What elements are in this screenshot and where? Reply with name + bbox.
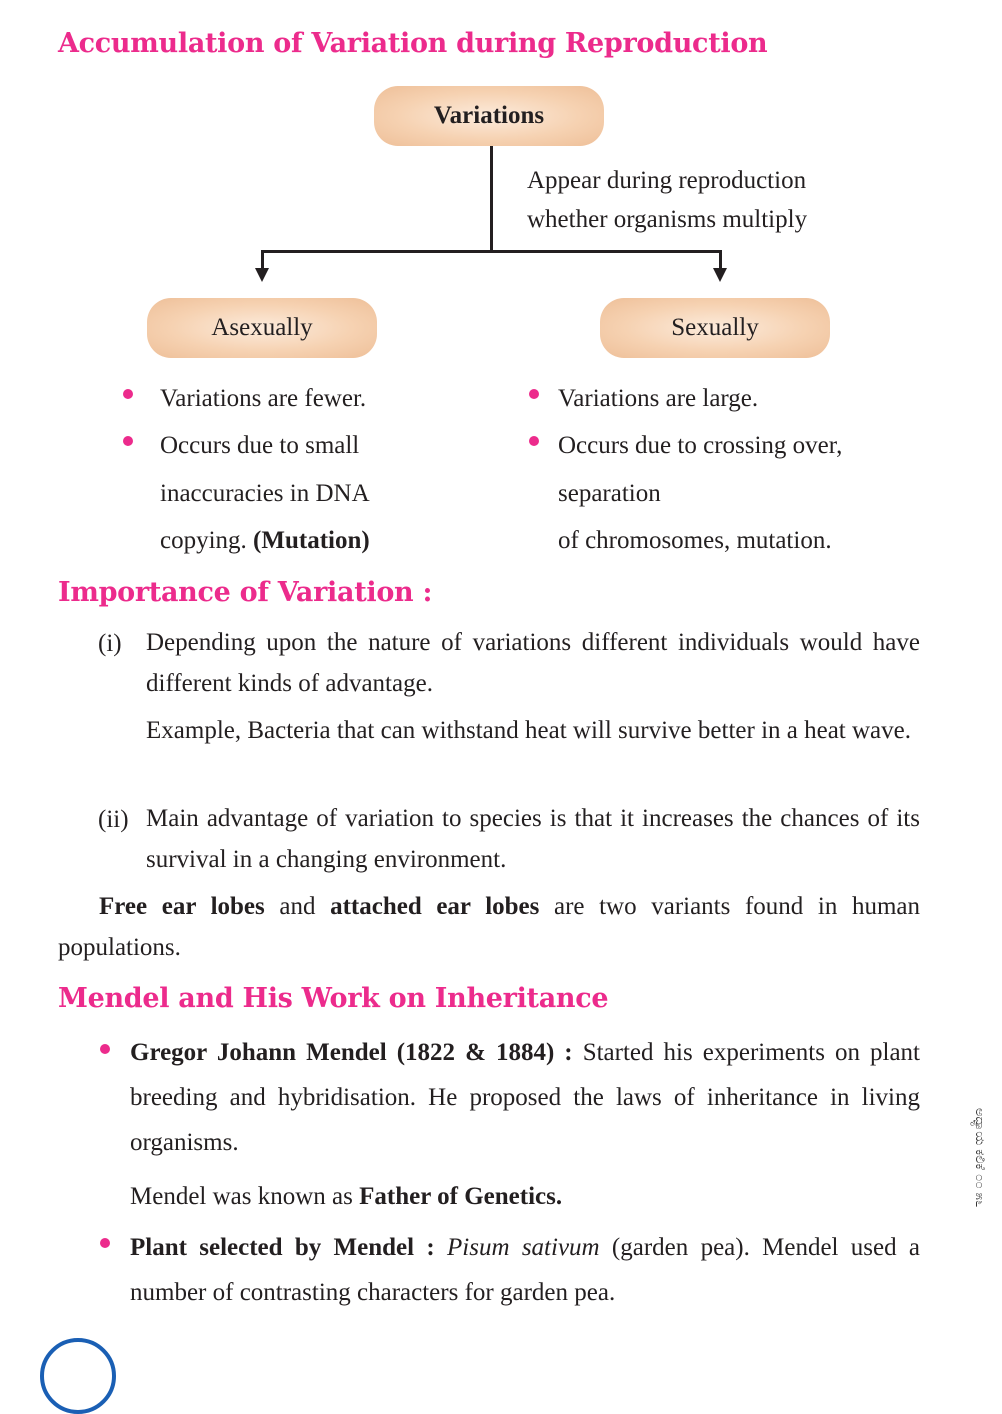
list-marker-ii: (ii): [98, 806, 129, 833]
publisher-logo-icon: [40, 1338, 116, 1414]
attached-ear-lobes: attached ear lobes: [330, 893, 540, 920]
diagram-right-drop: [719, 250, 722, 270]
diagram-root-variations: [374, 86, 604, 146]
importance-item-1-text: Depending upon the nature of variations different individuals would have different kinds of advantage.: [146, 629, 920, 697]
father-of-genetics: Father of Genetics.: [359, 1183, 563, 1210]
plant-selected-label: Plant selected by Mendel :: [130, 1234, 435, 1261]
mendel-father-note: [130, 1184, 562, 1209]
diagram-left-drop: [261, 250, 264, 270]
diagram-trunk-line: [490, 146, 493, 252]
mendel-name-dates: Gregor Johann Mendel (1822 & 1884) :: [130, 1039, 573, 1066]
sexual-bullet-2-line1: Occurs due to crossing over,: [558, 432, 843, 459]
section-heading-mendel: Mendel and His Work on Inheritance: [58, 983, 609, 1014]
asexual-bullet-2-line1: Occurs due to small: [160, 432, 360, 459]
asexual-bullet-1: Variations are fewer.: [160, 385, 367, 412]
diagram-branch-line: [261, 250, 722, 253]
mendel-father-pre: Mendel was known as: [130, 1183, 353, 1210]
diagram-node-sexually: [600, 298, 830, 358]
bullet-dot-icon: [123, 436, 133, 446]
importance-item-2: Main advantage of variation to species is that it increases the chances of its survival in a changing environment.: [146, 805, 920, 873]
asexual-bullet-2-line3-text: copying.: [160, 527, 247, 554]
bullet-dot-icon: [123, 389, 133, 399]
bullet-dot-icon: [529, 389, 539, 399]
asexual-bullet-2-line3: [160, 528, 370, 553]
bullet-dot-icon: [529, 436, 539, 446]
section-heading-importance: Importance of Variation :: [58, 577, 433, 608]
diagram-node-label: Asexually: [211, 314, 313, 341]
diagram-node-asexually: [147, 298, 377, 358]
ear-lobes-note: [58, 886, 920, 968]
diagram-node-label: Sexually: [671, 314, 759, 341]
arrow-down-icon: [713, 268, 727, 282]
sexual-bullet-1: Variations are large.: [558, 385, 759, 412]
side-margin-text: ಅಧ್ಯಾಯ ಕಲಿಕೆ ೦೦ ೫೬: [972, 1108, 987, 1208]
importance-item-1-example: Example, Bacteria that can withstand heat will survive better in a heat wave.: [146, 717, 911, 744]
section-heading-variation-accumulation: Accumulation of Variation during Reproduction: [58, 28, 768, 59]
bullet-dot-icon: [100, 1044, 110, 1054]
mendel-bullet-2-text: (garden pea). Mendel used a number of contrasting characters for garden pea.: [130, 1234, 921, 1306]
asexual-bullet-2-line2: inaccuracies in DNA: [160, 480, 370, 507]
ear-lobes-rest: are two variants found in human populations.: [58, 893, 920, 961]
mutation-label: (Mutation): [253, 527, 370, 554]
sexual-bullet-2-line2: separation: [558, 480, 661, 507]
free-ear-lobes: Free ear lobes: [99, 893, 265, 920]
diagram-root-label: Variations: [433, 102, 545, 129]
diagram-edge-label-line1: Appear during reproduction: [527, 167, 807, 194]
arrow-down-icon: [255, 268, 269, 282]
ear-lobes-and: and: [279, 893, 316, 920]
mendel-bullet-1: [130, 1030, 920, 1165]
importance-item-1: [146, 622, 920, 704]
mendel-bullet-1-text: Started his experiments on plant breeding and hybridisation. He proposed the laws of inheritance in living organisms.: [130, 1039, 921, 1156]
list-marker-i: (i): [98, 630, 122, 657]
mendel-bullet-2: [130, 1225, 920, 1315]
pisum-sativum: Pisum sativum: [447, 1234, 600, 1261]
bullet-dot-icon: [100, 1238, 110, 1248]
diagram-edge-label-line2: whether organisms multiply: [527, 206, 808, 233]
sexual-bullet-2-line3: of chromosomes, mutation.: [558, 527, 832, 554]
